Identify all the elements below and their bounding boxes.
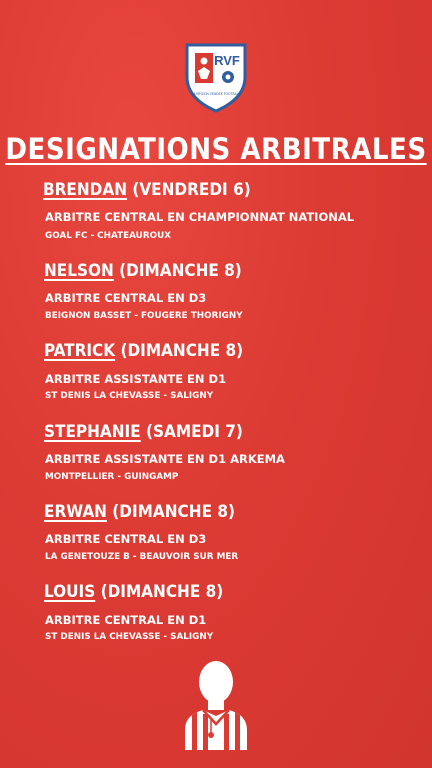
match-day: (DIMANCHE 8) [95, 582, 224, 602]
match-day: (VENDREDI 6) [127, 180, 251, 200]
referee-name: LOUIS [44, 582, 96, 602]
referee-name: STEPHANIE [44, 422, 141, 442]
match-day: (DIMANCHE 8) [113, 261, 242, 281]
match-day: (DIMANCHE 8) [106, 502, 235, 522]
referee-name-line [43, 180, 251, 200]
match-teams: BEIGNON BASSET - FOUGERE THORIGNY [45, 311, 243, 321]
match-teams: GOAL FC - CHATEAUROUX [45, 231, 171, 241]
referee-name: BRENDAN [43, 180, 128, 200]
assignment-role: ARBITRE ASSISTANTE EN D1 ARKEMA [45, 452, 285, 466]
match-day: (SAMEDI 7) [140, 422, 243, 442]
match-teams: ST DENIS LA CHEVASSE - SALIGNY [45, 391, 214, 401]
match-teams: LA GENETOUZE B - BEAUVOIR SUR MER [45, 552, 239, 562]
match-teams: ST DENIS LA CHEVASSE - SALIGNY [45, 632, 214, 642]
referee-name-line [44, 261, 242, 281]
referee-name-line [44, 341, 243, 361]
assignment-role: ARBITRE CENTRAL EN D3 [45, 532, 207, 546]
assignment-role: ARBITRE CENTRAL EN D1 [45, 613, 207, 627]
referee-name: PATRICK [44, 341, 116, 361]
match-day: (DIMANCHE 8) [115, 341, 244, 361]
referee-name-line [44, 422, 243, 442]
logo-text: RVF [214, 53, 240, 68]
page-title: DESIGNATIONS ARBITRALES [5, 132, 427, 166]
assignment-role: ARBITRE CENTRAL EN D3 [45, 291, 207, 305]
rvf-logo [183, 41, 249, 113]
assignment-role: ARBITRE ASSISTANTE EN D1 [45, 372, 227, 386]
referee-name: ERWAN [44, 502, 107, 522]
referee-name: NELSON [44, 261, 114, 281]
referee-name-line [44, 582, 223, 602]
logo-caption: LA RÉGION VENDÉE FOOTBALL [191, 92, 241, 96]
referee-name-line [44, 502, 235, 522]
referee-icon [181, 658, 251, 750]
match-teams: MONTPELLIER - GUINGAMP [45, 472, 179, 482]
assignment-role: ARBITRE CENTRAL EN CHAMPIONNAT NATIONAL [45, 210, 355, 224]
